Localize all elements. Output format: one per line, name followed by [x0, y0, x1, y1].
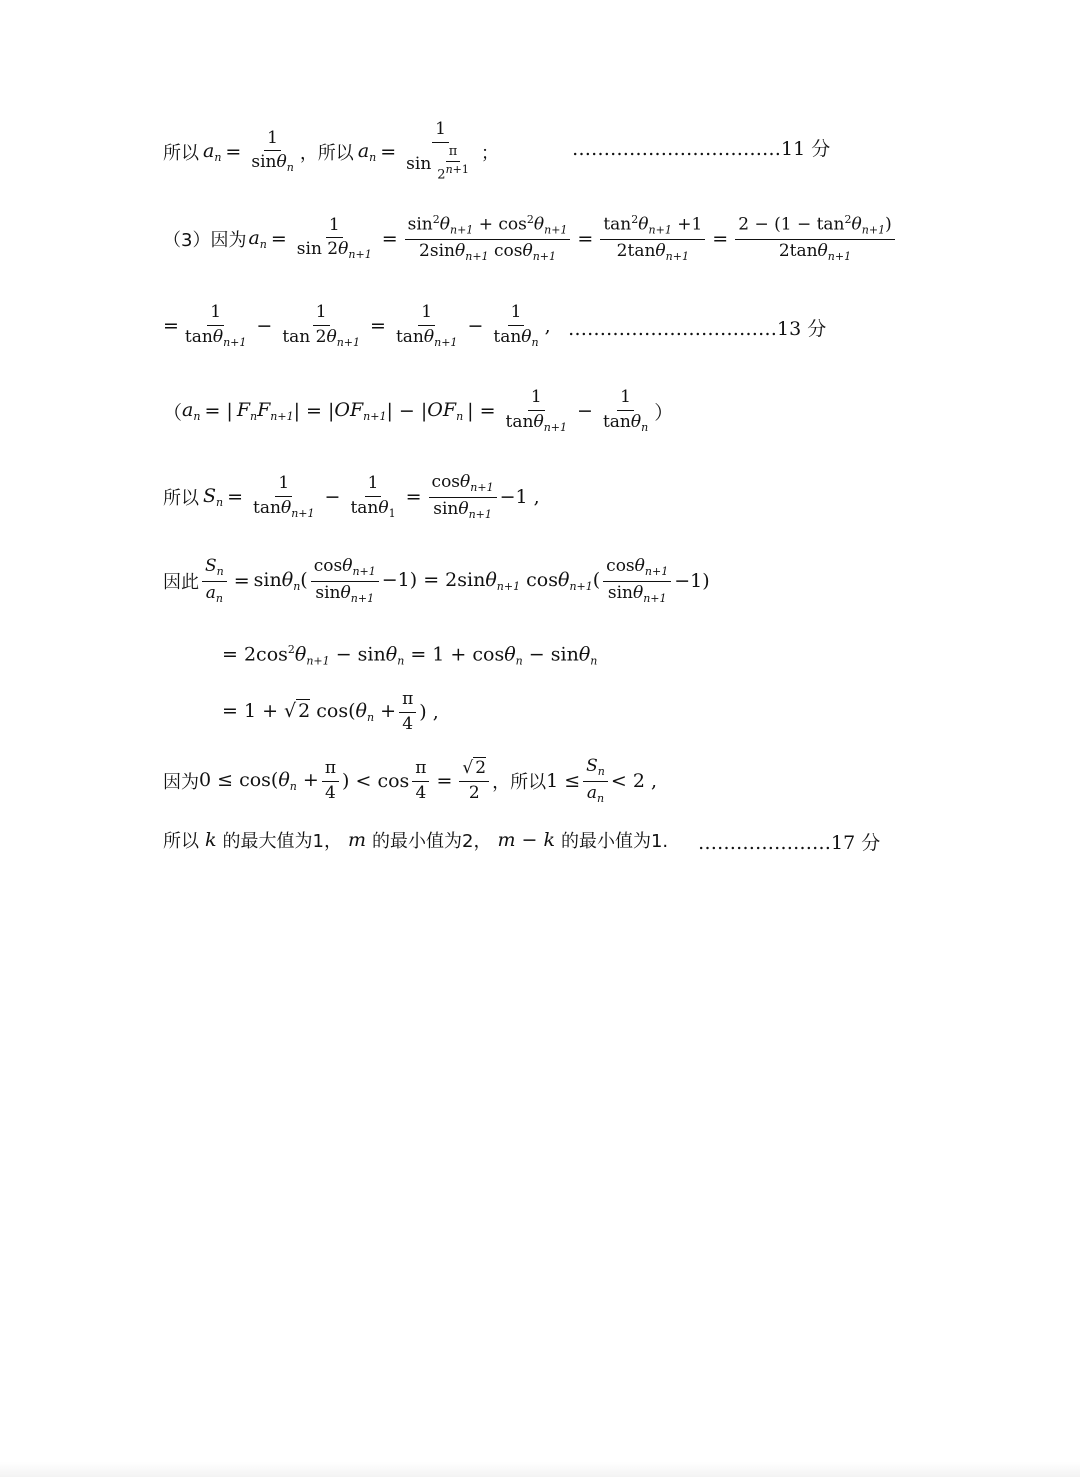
final-conclusion-line [163, 827, 668, 853]
text-final-p4: 的最小值为1. [560, 831, 669, 852]
page-bottom-edge [0, 1462, 1080, 1477]
text-final-k: k [205, 829, 217, 851]
formula-line-5: 所以 $S_n$ = $\frac{1}{\tan\theta_{n+1}}$ − $\frac{1}{\tan\theta_1}$ = $\frac{\cos\theta_{n+1}}{\sin\theta_{n+1}}$ −1 , [163, 472, 540, 521]
score-17: …………………17 分 [698, 832, 881, 854]
text-comma-suoyi: ，所以 [299, 142, 354, 164]
formula-line-6: 因此 $\frac{S_n}{a_n}$ = sinθ$_n$( $\frac{\cos\theta_{n+1}}{\sin\theta_{n+1}}$ −1) = 2sinθ$_{n+1}$ cosθ$_{n+1}$( $\frac{\cos\theta_{n+1}}{\sin\theta_{n+1}}$ −1) [163, 556, 710, 605]
formula-line-7: = $2\cos^2\theta_{n+1} - \sin\theta_n = 1 + \cos\theta_n - \sin\theta_n$ [222, 643, 598, 668]
formula-line-1: 所以 $a_n$ = $\frac{1}{\sin\theta_n}$ ，所以 $a_n$ = 1 sin $\frac{\pi}{2^{n+1}}$ ； [163, 119, 499, 183]
text-final-m: m [347, 829, 366, 851]
formula-line-8: = 1 + √ 2 $\cos(\theta_n$ + $\frac{\pi}{4}$ ) , [222, 689, 439, 734]
text-final-p3: 的最小值为2， [372, 831, 492, 852]
score-11: ……………………………11 分 [572, 138, 831, 160]
formula-line-9: 因为 $0 \le \cos(\theta_n$ + $\frac{\pi}{4}$ ) < cos $\frac{\pi}{4}$ = $\frac{√ 2}{2}$ ，所以 1 ≤ $\frac{S_n}{a_n}$ < 2 , [163, 756, 658, 805]
text-part3: （3）因为 [163, 229, 247, 251]
text-comma-suoyi-2: ，所以 [492, 772, 547, 794]
text-suoyi: 所以 [163, 142, 199, 164]
text-yinci: 因此 [163, 572, 199, 594]
text-final-p2: 的最大值为1， [222, 831, 342, 852]
formula-line-2: （3）因为 $a_n$ = $\frac{1}{\sin 2\theta_{n+1}}$ = $\frac{\sin^2\theta_{n+1} + \cos^2\theta_{n+1}}{2\sin\theta_{n+1} \cos\theta_{n+1}}$ = $\frac{\tan^2\theta_{n+1} +1}{2\tan\theta_{n+1}}$ = $\frac{2 - (1 - \tan^2\theta_{n+1})}{2\tan\theta_{n+1}}$ [163, 214, 898, 264]
text-final-mk: m − k [497, 829, 555, 851]
text-final-p1: 所以 [163, 831, 199, 852]
formula-line-3: = $\frac{1}{\tan\theta_{n+1}}$ − $\frac{1}{\tan 2\theta_{n+1}}$ = $\frac{1}{\tan\theta_{n+1}}$ − $\frac{1}{\tan\theta_n}$ , [163, 302, 551, 349]
text-yinwei: 因为 [163, 772, 199, 794]
score-13: ……………………………13 分 [568, 318, 827, 340]
formula-line-4: （ $a_n$ = | $F_nF_{n+1}$ | = | $OF_{n+1}$ | − | $OF_n$ | = $\frac{1}{\tan\theta_{n+1}}$ − $\frac{1}{\tan\theta_n}$ ） [163, 387, 674, 434]
text-suoyi-2: 所以 [163, 488, 199, 510]
text-semicolon: ； [480, 142, 499, 164]
